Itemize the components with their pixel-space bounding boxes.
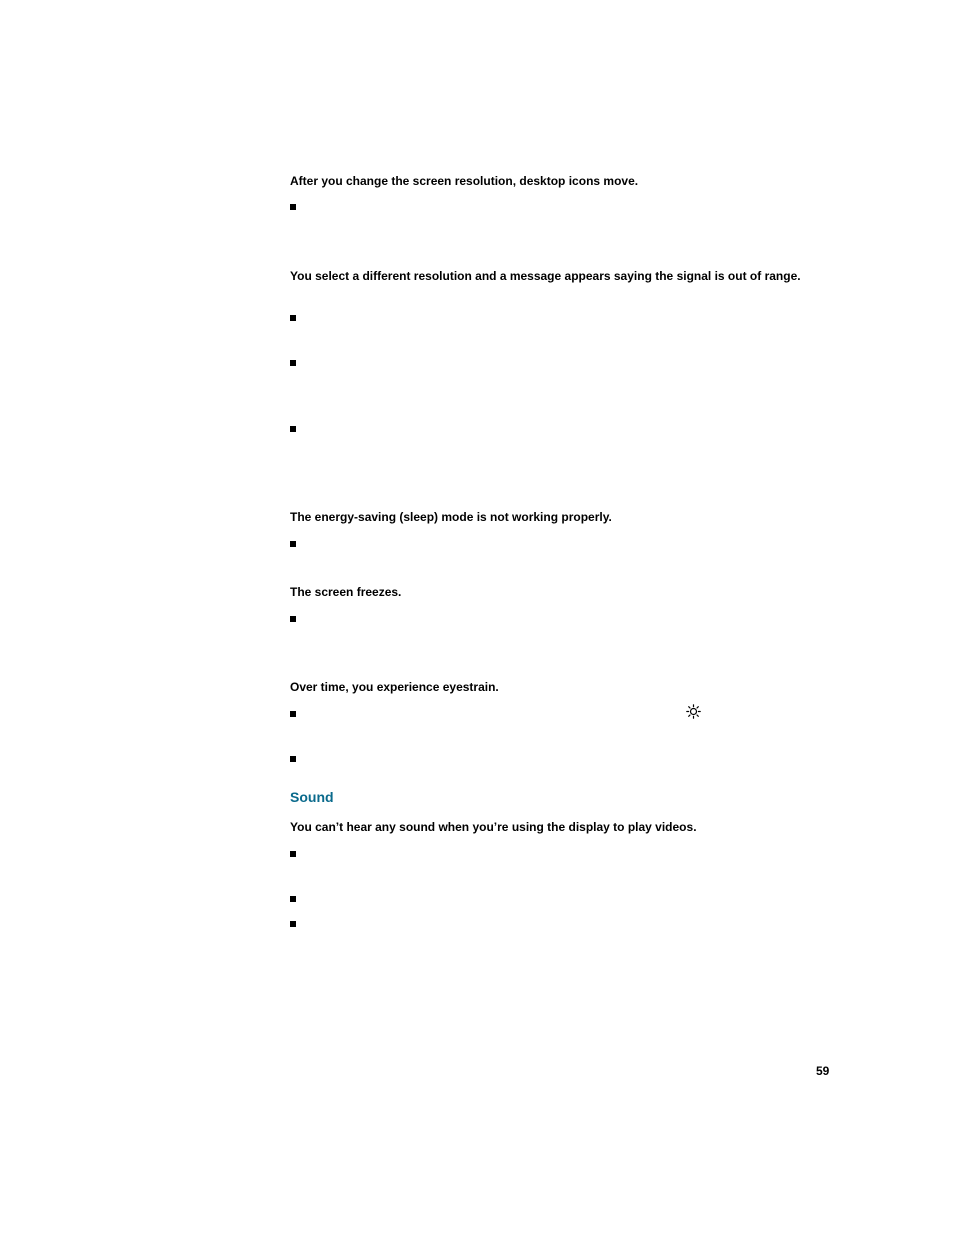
square-bullet-icon [290, 896, 296, 902]
square-bullet-icon [290, 756, 296, 762]
square-bullet-icon [290, 204, 296, 210]
section-title-sound: Sound [290, 789, 334, 805]
brightness-sun-icon [686, 704, 701, 719]
question-eyestrain: Over time, you experience eyestrain. [290, 680, 499, 694]
question-desktop-icons-move: After you change the screen resolution, desktop icons move. [290, 174, 639, 188]
page-number: 59 [816, 1064, 830, 1078]
square-bullet-icon [290, 315, 296, 321]
square-bullet-icon [290, 851, 296, 857]
square-bullet-icon [290, 426, 296, 432]
square-bullet-icon [290, 711, 296, 717]
question-no-sound: You can’t hear any sound when you’re using the display to play videos. [290, 820, 697, 834]
question-screen-freezes: The screen freezes. [290, 585, 402, 599]
square-bullet-icon [290, 541, 296, 547]
square-bullet-icon [290, 921, 296, 927]
square-bullet-icon [290, 616, 296, 622]
question-sleep-mode: The energy-saving (sleep) mode is not working properly. [290, 510, 612, 524]
square-bullet-icon [290, 360, 296, 366]
question-signal-out-of-range: You select a different resolution and a message appears saying the signal is out of range. [290, 269, 801, 283]
